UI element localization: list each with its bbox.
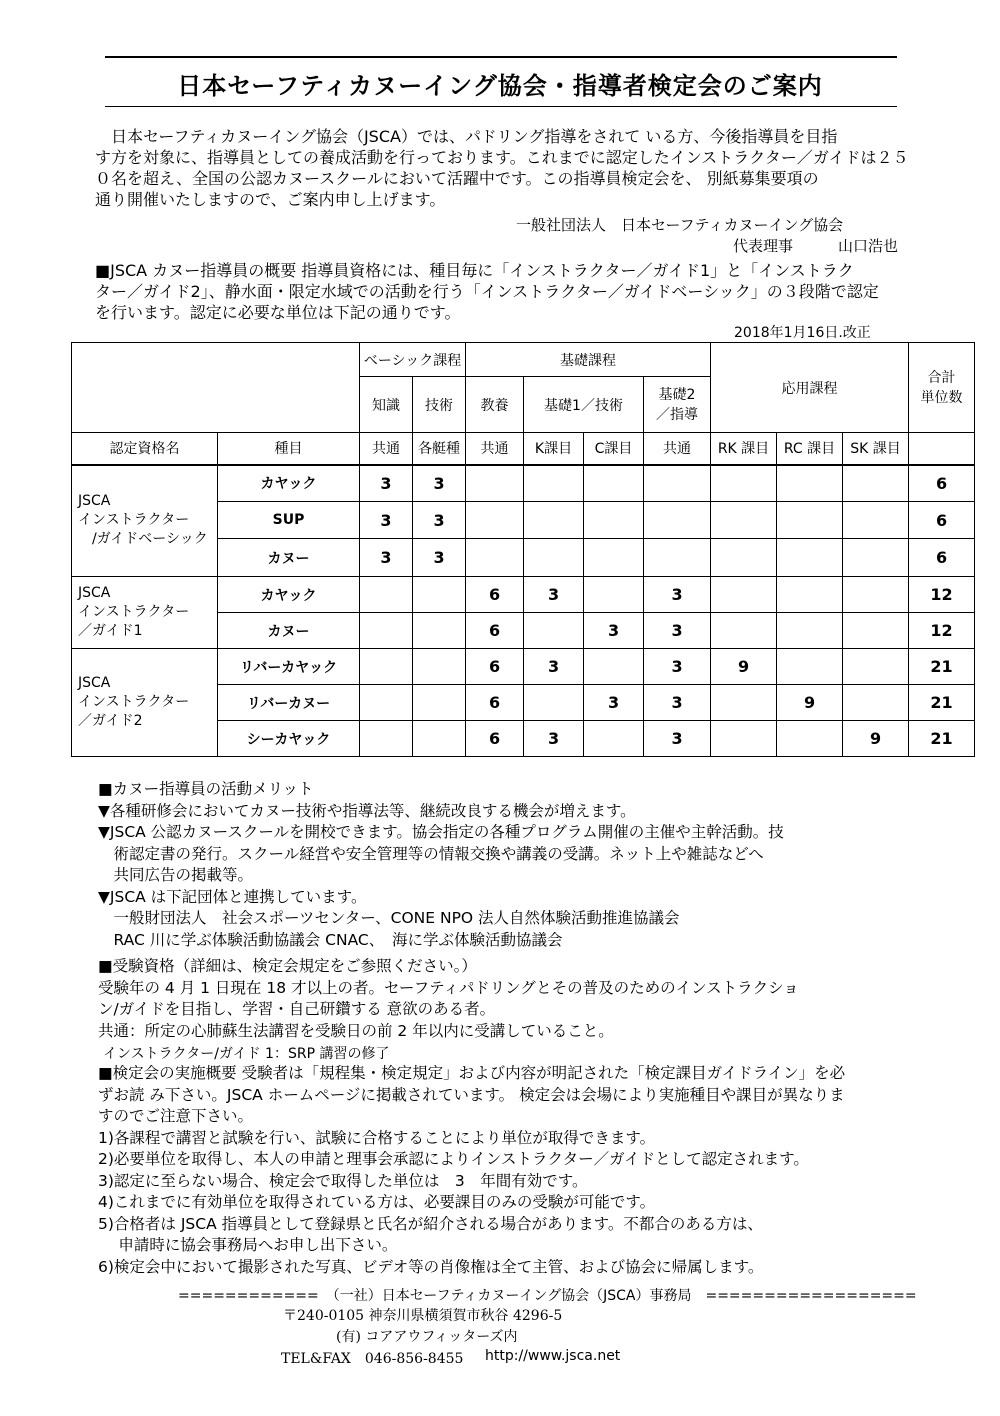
units-cell: 3 <box>584 613 644 649</box>
header-kyoyo: 教養 <box>466 377 524 433</box>
units-cell <box>524 502 584 539</box>
units-table <box>71 342 975 757</box>
units-cell: 3 <box>413 502 466 539</box>
units-cell <box>360 649 413 685</box>
units-cell <box>644 539 711 577</box>
units-cell: 3 <box>644 685 711 721</box>
units-cell: 9 <box>777 685 843 721</box>
units-cell: 3 <box>524 649 584 685</box>
units-cell <box>777 577 843 613</box>
header-event: 種目 <box>218 433 360 465</box>
units-cell <box>711 502 777 539</box>
units-cell: 3 <box>584 685 644 721</box>
units-cell: 3 <box>644 649 711 685</box>
footer-tel: TEL&FAX 046-856-8455 <box>281 1351 464 1367</box>
units-cell: 3 <box>644 721 711 757</box>
units-cell: 3 <box>524 577 584 613</box>
header-kyotsu-kyoyo: 共通 <box>466 433 524 465</box>
units-cell <box>524 613 584 649</box>
top-rule <box>105 56 897 58</box>
header-rk-course: RK 課目 <box>711 433 777 465</box>
header-rc-course: RC 課目 <box>777 433 843 465</box>
units-cell <box>584 465 644 502</box>
units-cell <box>843 685 909 721</box>
header-applied-course: 応用課程 <box>711 343 909 433</box>
event-name: カヌー <box>218 539 360 577</box>
units-cell <box>413 649 466 685</box>
eligibility-note: インストラクター/ガイド 1：SRP 講習の修了 <box>103 1046 390 1062</box>
total-units-cell: 6 <box>909 539 975 577</box>
units-cell <box>843 502 909 539</box>
units-cell <box>843 613 909 649</box>
revision-date: 2018年1月16日.改正 <box>734 325 871 341</box>
units-cell <box>777 613 843 649</box>
header-chishiki: 知識 <box>360 377 413 433</box>
units-cell <box>644 465 711 502</box>
footer-url: http://www.jsca.net <box>485 1348 621 1364</box>
units-cell <box>584 539 644 577</box>
header-sk-course: SK 課目 <box>843 433 909 465</box>
signature-org: 一般社団法人 日本セーフティカヌーイング協会 <box>516 216 844 234</box>
units-cell: 6 <box>466 721 524 757</box>
total-units-cell: 6 <box>909 465 975 502</box>
units-cell <box>413 613 466 649</box>
header-k-course: K課目 <box>524 433 584 465</box>
table-row <box>72 577 975 613</box>
page-title: 日本セーフティカヌーイング協会・指導者検定会のご案内 <box>177 72 823 100</box>
units-cell <box>843 465 909 502</box>
event-name: カヤック <box>218 465 360 502</box>
units-cell: 3 <box>413 539 466 577</box>
units-cell <box>777 539 843 577</box>
header-kyotsu-kiso2: 共通 <box>644 433 711 465</box>
table-row <box>72 465 975 502</box>
units-cell <box>466 539 524 577</box>
units-cell: 3 <box>413 465 466 502</box>
units-cell <box>360 685 413 721</box>
units-cell: 6 <box>466 685 524 721</box>
event-name: カヤック <box>218 577 360 613</box>
footer-company: (有) コアアウフィッターズ内 <box>336 1329 518 1345</box>
units-cell <box>711 539 777 577</box>
units-cell <box>777 465 843 502</box>
event-name: シーカヤック <box>218 721 360 757</box>
units-cell: 6 <box>466 649 524 685</box>
header-c-course: C課目 <box>584 433 644 465</box>
table-row <box>72 649 975 685</box>
units-cell <box>584 502 644 539</box>
qualification-name: JSCA インストラクター ／ガイド1 <box>72 577 218 649</box>
units-cell <box>360 721 413 757</box>
units-cell: 3 <box>524 721 584 757</box>
total-units-cell: 21 <box>909 685 975 721</box>
header-total-blank <box>909 433 975 465</box>
units-cell <box>466 502 524 539</box>
units-cell <box>584 577 644 613</box>
header-kiso-course: 基礎課程 <box>466 343 711 377</box>
units-cell <box>524 465 584 502</box>
header-kakuteitei: 各艇種 <box>413 433 466 465</box>
header-kiso1: 基礎1／技術 <box>524 377 644 433</box>
units-cell: 3 <box>644 577 711 613</box>
units-cell <box>777 649 843 685</box>
event-name: リバーカヤック <box>218 649 360 685</box>
units-cell <box>843 577 909 613</box>
event-name: リバーカヌー <box>218 685 360 721</box>
units-cell <box>843 649 909 685</box>
event-name: カヌー <box>218 613 360 649</box>
total-units-cell: 12 <box>909 613 975 649</box>
total-units-cell: 12 <box>909 577 975 613</box>
header-blank <box>72 343 360 433</box>
units-cell <box>413 721 466 757</box>
footer-address: 〒240-0105 神奈川県横須賀市秋谷 4296-5 <box>283 1308 563 1324</box>
footer-office-line: ============ （一社）日本セーフティカヌーイング協会（JSCA）事務局 ================== <box>178 1288 917 1304</box>
units-cell <box>466 465 524 502</box>
units-cell <box>524 685 584 721</box>
units-cell <box>360 577 413 613</box>
units-cell <box>413 577 466 613</box>
total-units-cell: 21 <box>909 649 975 685</box>
units-cell <box>777 502 843 539</box>
total-units-cell: 6 <box>909 502 975 539</box>
header-kyotsu-basic: 共通 <box>360 433 413 465</box>
units-cell: 3 <box>360 539 413 577</box>
units-cell <box>711 613 777 649</box>
overview-paragraph: ■JSCA カヌー指導員の概要 指導員資格には、種目毎に「インストラクター／ガイド1」と「インストラク ター／ガイド2」、静水面・限定水域での活動を行う「インストラクター／ガイドベーシック」の３段階で認定 を行います。認定に必要な単位は下記の通りです。 <box>95 261 879 322</box>
eligibility-section: ■受験資格（詳細は、検定会規定をご参照ください。） 受験年の 4 月 1 日現在 18 才以上の者。セーフティパドリングとその普及のためのインストラクショ ン/ガイドを目指し、学習・自己研鑽する 意欲のある者。 共通：所定の心肺蘇生法講習を受験日の前 2 年以内に受講していること。 <box>98 957 799 1040</box>
total-units-cell: 21 <box>909 721 975 757</box>
qualification-name: JSCA インストラクター /ガイドベーシック <box>72 465 218 577</box>
exam-section: ■検定会の実施概要 受験者は「規程集・検定規定」および内容が明記された「検定課目ガイドライン」を必 ずお読 み下さい。JSCA ホームページに掲載されています。 検定会は会場により実施種目や課目が異なりま すのでご注意下さい。 1)各課程で講習と試験を行い、試験に合格することにより単位が取得できます。 2)必要単位を取得し、本人の申請と理事会承認によりインストラクター／ガイドとして認定されます。 3)認定に至らない場合、検定会で取得した単位は 3 年間有効です。 4)これまでに有効単位を取得されている方は、必要課目のみの受験が可能です。 5)合格者は JSCA 指導員として登録県と氏名が紹介される場合があります。不都合のある方は、 申請時に協会事務局へお申し出下さい。 6)検定会中において撮影された写真、ビデオ等の肖像権は全て主管、および協会に帰属します。 <box>98 1064 846 1276</box>
units-cell: 6 <box>466 613 524 649</box>
units-cell <box>777 721 843 757</box>
units-cell: 3 <box>360 465 413 502</box>
units-cell: 9 <box>711 649 777 685</box>
header-gijutsu: 技術 <box>413 377 466 433</box>
units-cell <box>584 721 644 757</box>
header-basic-course: ベーシック課程 <box>360 343 466 377</box>
units-cell <box>843 539 909 577</box>
units-cell <box>711 685 777 721</box>
units-cell: 6 <box>466 577 524 613</box>
units-cell: 3 <box>644 613 711 649</box>
units-cell <box>711 577 777 613</box>
units-cell <box>711 721 777 757</box>
header-kiso2: 基礎2 ／指導 <box>644 377 711 433</box>
event-name: SUP <box>218 502 360 539</box>
units-cell <box>413 685 466 721</box>
signature-name: 山口浩也 <box>838 237 899 255</box>
units-cell: 3 <box>360 502 413 539</box>
units-cell: 9 <box>843 721 909 757</box>
units-cell <box>644 502 711 539</box>
signature-role: 代表理事 <box>733 237 794 255</box>
merit-section: ■カヌー指導員の活動メリット ▼各種研修会においてカヌー技術や指導法等、継続改良する機会が増えます。 ▼JSCA 公認カヌースクールを開校できます。協会指定の各種プログラム開催の主催や主幹活動。技 術認定書の発行。スクール経営や安全管理等の情報交換や講義の受講。ネット上や雑誌などへ 共同広告の掲載等。 ▼JSCA は下記団体と連携しています。 一般財団法人 社会スポーツセンター、CONE NPO 法人自然体験活動推進協議会 RAC 川に学ぶ体験活動協議会 CNAC、 海に学ぶ体験活動協議会 <box>98 780 784 949</box>
units-cell <box>524 539 584 577</box>
intro-paragraph: 日本セーフティカヌーイング協会（JSCA）では、パドリング指導をされて いる方、今後指導員を目指 す方を対象に、指導員としての養成活動を行っております。これまでに認定したインストラクター／ガイドは２５ ０名を超え、全国の公認カヌースクールにおいて活躍中です。この指導員検定会を、 別紙募集要項の 通り開催いたしますので、ご案内申し上げます。 <box>95 127 909 209</box>
header-qual: 認定資格名 <box>72 433 218 465</box>
title-rule <box>105 106 897 107</box>
units-cell <box>360 613 413 649</box>
units-cell <box>584 649 644 685</box>
qualification-name: JSCA インストラクター ／ガイド2 <box>72 649 218 757</box>
header-total: 合計 単位数 <box>909 343 975 433</box>
units-cell <box>711 465 777 502</box>
